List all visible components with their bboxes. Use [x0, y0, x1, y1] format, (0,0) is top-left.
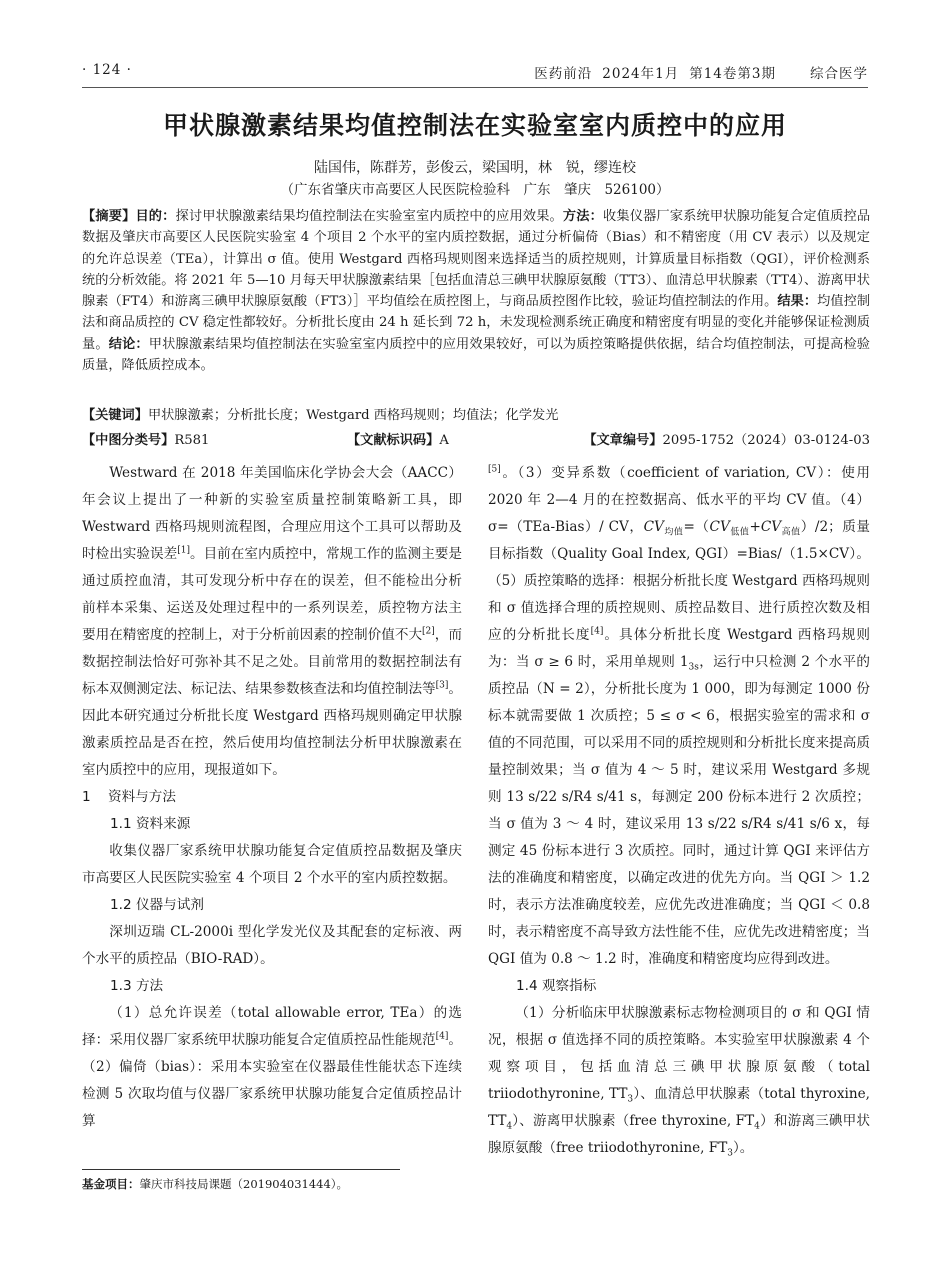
author-list: 陆国伟，陈群芳，彭俊云，梁国明，林 锐，缪连校 [314, 160, 636, 176]
citation: [1] [177, 545, 190, 556]
intro-paragraph: Westward 在 2018 年美国临床化学协会大会（AACC）年会议上提出了一种新的实验室质量控制策略新工具，即 Westward 西格玛规则流程图，合理应用这个工具可以帮助及时检出实验误差[1]。目前在室内质控中，常规工作的监测主要是通过质控血清，其可发现分析中存在的误差，但不能检出分析前样本采集、运送及处理过程中的一系列误差，质控物方法主要用在精密度的控制上，对于分析前因素的控制价值不大[2]，而数据控制法恰好可弥补其不足之处。目前常用的数据控制法有标本双侧测定法、标记法、结果参数核查法和均值控制法等[3]。因此本研究通过分析批长度 Westgard 西格玛规则确定甲状腺激素质控品是否在控，然后使用均值控制法分析甲状腺激素在室内质控中的应用，现报道如下。 [82, 465, 463, 778]
citation: [3] [435, 680, 449, 691]
document-code: 【文献标识码】A [347, 433, 449, 448]
issue-date: 2024年1月 [602, 66, 680, 82]
header-rule [82, 87, 868, 88]
article-title: 甲状腺激素结果均值控制法在实验室室内质控中的应用 [162, 111, 787, 140]
body-column-right [488, 460, 870, 1162]
result-text: 均值控制法和商品质控的 CV 稳定性都较好。分析批长度由 24 h 延长到 72 h，未发现检测系统正确度和精密度有明显的变化并能够保证检测质量。 [82, 294, 871, 352]
funding-text: 肇庆市科技局课题（201904031444）。 [139, 1177, 349, 1191]
citation: [2] [422, 626, 435, 637]
volume-issue: 第14卷第3期 [689, 66, 776, 82]
paragraph: 深圳迈瑞 CL-2000i 型化学发光仪及其配套的定标液、两个水平的质控品（BIO-RAD）。 [82, 924, 462, 967]
citation: [4] [590, 626, 604, 637]
methods-paragraph: （1）总允许误差（total allowable error, TEa）的选择：采用仪器厂家系统甲状腺功能复合定值质控品性能规范[4]。（2）偏倚（bias）：采用本实验室在仪器最佳性能状态下连续检测 5 次取均值与仪器厂家系统甲状腺功能复合定值质控品计算 [82, 1005, 463, 1129]
conclusion-label: 结论： [108, 336, 149, 352]
journal-name: 医药前沿 [534, 66, 593, 82]
methods-paragraph-cont: [5]。（3）变异系数（coefficient of variation, CV）：使用 2020 年 2—4 月的在控数据高、低水平的平均 CV 值。（4）σ=（TEa-Bias）/ CV，$CV_{均值}=(CV_{低值}+CV_{高值})/2$；质量目标指数（Quality Goal Index, QGI）=Bias/（1.5×CV）。（5）质控策略的选择：根据分析批长度 Westgard 西格玛规则和 σ 值选择合理的质控规则、质控品数目、进行质控次数及相应的分析批长度[4]。具体分析批长度 Westgard 西格玛规则为：当 σ ≥ 6 时，采用单规则 $1_{3s}$，运行中只检测 2 个水平的质控品（N = 2），分析批长度为 1 000，即为每测定 1000 份标本就需要做 1 次质控；5 ≤ σ < 6，根据实验室的需求和 σ 值的不同范围，可以采用不同的质控规则和分析批长度来提高质量控制效果；当 σ 值为 4 ～ 5 时，建议采用 Westgard 多规则 13 s/22 s/R4 s/41 s，每测定 200 份标本进行 2 次质控；当 σ 值为 3 ～ 4 时，建议采用 13 s/22 s/R4 s/41 s/6 x，每测定 45 份标本进行 3 次质控。同时，通过计算 QGI 来评估方法的准确度和精密度，以确定改进的优先方向。当 QGI ＞ 1.2 时，表示方法准确度较差，应优先改进准确度；当 QGI ＜ 0.8 时，表示精密度不高导致方法性能不佳，应优先改进精密度；当 QGI 值为 0.8 ～ 1.2 时，准确度和精密度均应得到改进。 [488, 464, 870, 967]
article-number: 【文章编号】2095-1752（2024）03-0124-03 [583, 433, 870, 448]
footnote-rule [82, 1169, 400, 1170]
method-label: 方法： [562, 209, 603, 224]
body-column-left [82, 460, 462, 1135]
citation: [4] [435, 1031, 449, 1042]
funding-label: 基金项目： [82, 1177, 140, 1191]
subsection-heading: 1.4 观察指标 [516, 978, 597, 994]
section-name: 综合医学 [810, 66, 868, 82]
running-header [82, 62, 868, 84]
subsection-heading: 1.2 仪器与试剂 [110, 897, 204, 913]
purpose-text: 探讨甲状腺激素结果均值控制法在实验室室内质控中的应用效果。 [175, 209, 563, 224]
keywords-label: 【关键词】 [82, 408, 148, 423]
citation: [5] [488, 464, 501, 475]
keywords [82, 406, 870, 426]
section-heading: 1 资料与方法 [82, 789, 176, 805]
method-text: 收集仪器厂家系统甲状腺功能复合定值质控品数据及肇庆市高要区人民医院实验室 4 个项目 2 个水平的室内质控数据，通过分析偏倚（Bias）和不精密度（用 CV 表示）以及规定的允许总误差（TEa），计算出 σ 值。使用 Westgard 西格玛规则图来选择适当的质控规则，计算质量目标指数（QGI），评价检测系统的分析效能。将 2021 年 5—10 月每天甲状腺激素结果［包括血清总三碘甲状腺原氨酸（TT3）、血清总甲状腺素（TT4）、游离甲状腺素（FT4）和游离三碘甲状腺原氨酸（FT3）］平均值绘在质控图上，与商品质控图作比较，验证均值控制法的作用。 [82, 209, 871, 310]
result-label: 结果： [777, 294, 818, 310]
observation-paragraph: （1）分析临床甲状腺激素标志物检测项目的 σ 和 QGI 情况，根据 σ 值选择不同的质控策略。本实验室甲状腺激素 4 个观察项目，包括血清总三碘甲状腺原氨酸（total triiodothyronine, $TT_3$）、血清总甲状腺素（total thyroxine, $TT_4$）、游离甲状腺素（free thyroxine, $FT_4$）和游离三碘甲状腺原氨酸（free triiodothyronine, $FT_3$）。 [488, 1005, 870, 1159]
journal-info [524, 62, 868, 82]
conclusion-text: 甲状腺激素结果均值控制法在实验室室内质控中的应用效果较好，可以为质控策略提供依据，结合均值控制法，可提高检验质量，降低质控成本。 [82, 336, 870, 374]
abstract-label: 【摘要】 [82, 209, 136, 224]
classification-line [82, 429, 870, 449]
page-number: · 124 · [82, 62, 132, 78]
subsection-heading: 1.3 方法 [110, 978, 164, 994]
keywords-text: 甲状腺激素；分析批长度；Westgard 西格玛规则；均值法；化学发光 [147, 408, 559, 423]
clc-code: 【中图分类号】R581 [82, 433, 210, 448]
subsection-heading: 1.1 资料来源 [110, 816, 191, 832]
abstract [82, 206, 870, 376]
purpose-label: 目的： [135, 209, 176, 224]
paragraph: 收集仪器厂家系统甲状腺功能复合定值质控品数据及肇庆市高要区人民医院实验室 4 个项目 2 个水平的室内质控数据。 [82, 843, 462, 886]
funding-footnote [82, 1176, 348, 1192]
affiliation: （广东省肇庆市高要区人民医院检验科 广东 肇庆 526100） [280, 182, 670, 198]
